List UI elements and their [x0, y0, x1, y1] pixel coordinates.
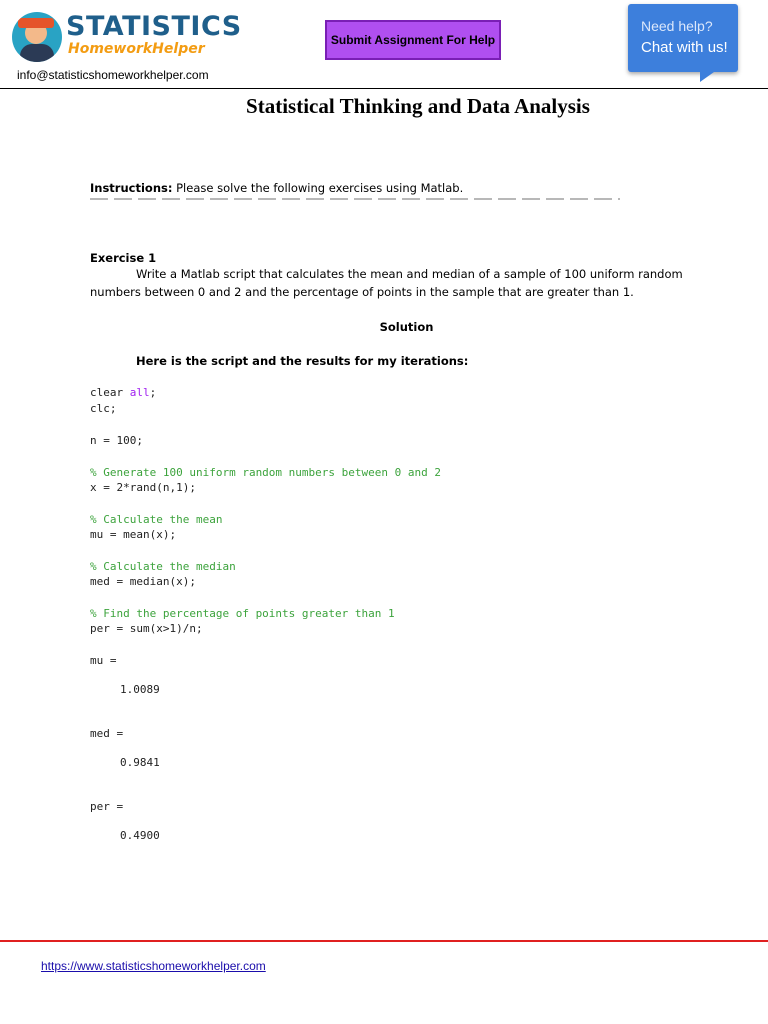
footer-website-link[interactable]: https://www.statisticshomeworkhelper.com [41, 959, 266, 973]
chat-widget-button[interactable] [628, 4, 738, 72]
chat-bubble-tail-icon [700, 72, 714, 82]
logo-subtitle: HomeworkHelper [68, 41, 205, 57]
exercise-line-2: numbers between 0 and 2 and the percentage of points in the sample that are greater than 1. [90, 285, 634, 299]
code-line: n = 100; [90, 434, 143, 447]
exercise-line-1: Write a Matlab script that calculates the mean and median of a sample of 100 uniform random [136, 267, 683, 281]
output-per-label: per = [90, 800, 124, 813]
output-per-value: 0.4900 [120, 829, 160, 842]
instructions-text: Please solve the following exercises using Matlab. [172, 181, 464, 195]
code-comment: % Find the percentage of points greater than 1 [90, 607, 395, 620]
cropped-text-line [90, 196, 620, 201]
output-med-value: 0.9841 [120, 756, 160, 769]
output-med-label: med = [90, 727, 124, 740]
code-comment: % Calculate the mean [90, 513, 223, 526]
code-comment: % Generate 100 uniform random numbers between 0 and 2 [90, 466, 441, 479]
code-keyword: all [129, 386, 150, 399]
code-line: mu = mean(x); [90, 528, 177, 541]
output-mu-label: mu = [90, 654, 117, 667]
contact-email: info@statisticshomeworkhelper.com [17, 68, 209, 82]
exercise-heading: Exercise 1 [90, 251, 157, 265]
instructions-label: Instructions: [90, 181, 173, 195]
solution-heading: Solution [379, 320, 434, 334]
solution-intro: Here is the script and the results for my iterations: [136, 354, 469, 368]
chat-line-1: Need help? [641, 18, 713, 34]
footer-divider [0, 940, 768, 942]
document-title: Statistical Thinking and Data Analysis [246, 94, 590, 118]
code-comment: % Calculate the median [90, 560, 236, 573]
code-line: clc; [90, 402, 117, 415]
submit-assignment-button[interactable]: Submit Assignment For Help [325, 20, 501, 60]
site-logo[interactable] [12, 10, 242, 62]
instructions [90, 179, 463, 197]
logo-mascot-icon [12, 12, 62, 62]
logo-title: STATISTICS [66, 11, 242, 42]
exercise-text [90, 265, 690, 301]
chat-line-2: Chat with us! [641, 39, 728, 56]
code-line: clear all; [90, 386, 157, 399]
header-divider [0, 88, 768, 89]
code-line: per = sum(x>1)/n; [90, 622, 203, 635]
code-line: x = 2*rand(n,1); [90, 481, 196, 494]
code-line: med = median(x); [90, 575, 196, 588]
output-mu-value: 1.0089 [120, 683, 160, 696]
